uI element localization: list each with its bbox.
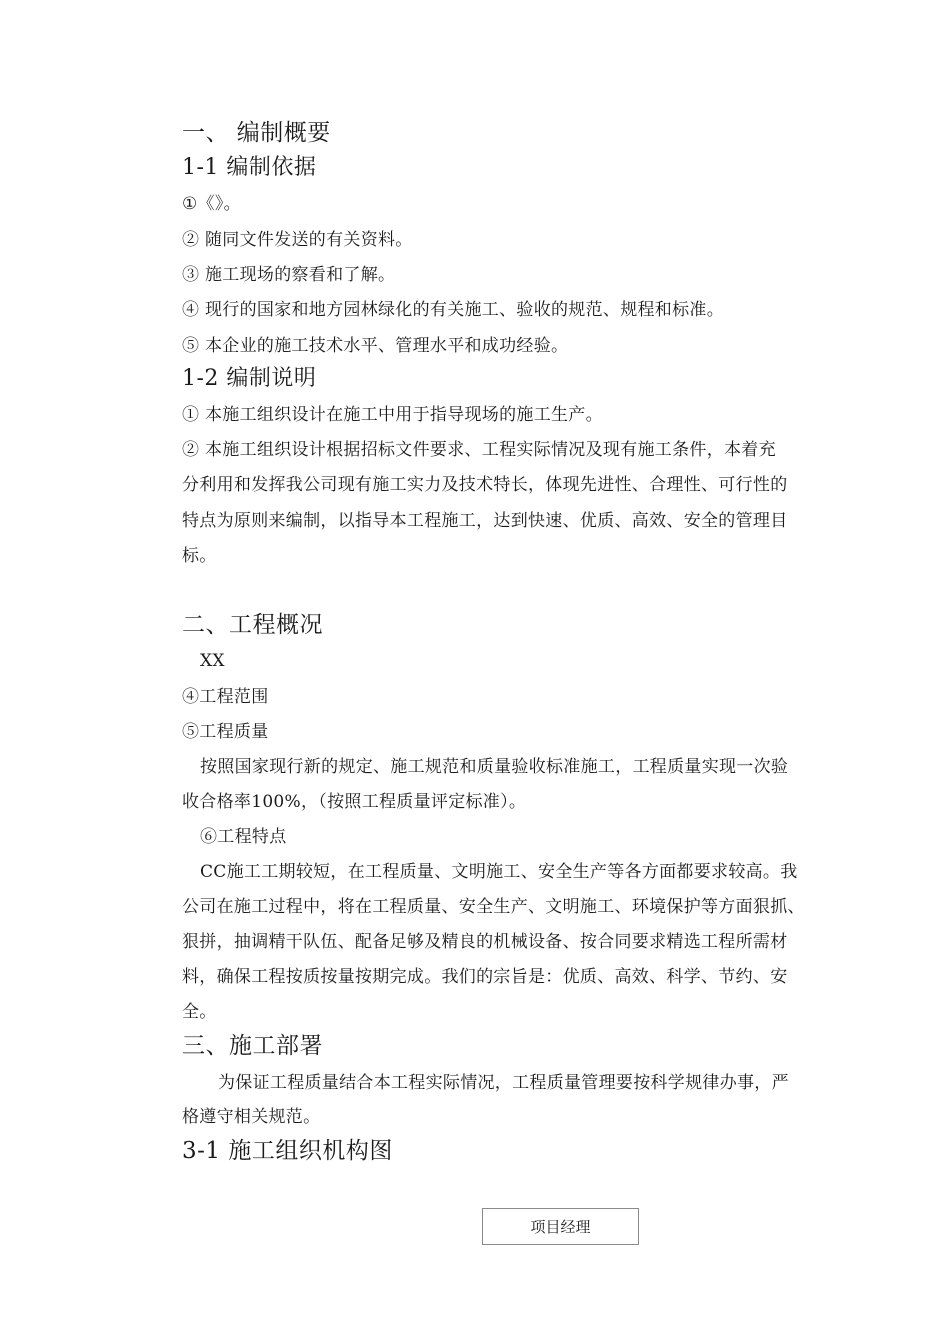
note-line-5: 标。 (182, 546, 217, 566)
quality-label: ⑤工程质量 (182, 722, 269, 742)
note-line-4: 特点为原则来编制，以指导本工程施工，达到快速、优质、高效、安全的管理目 (182, 511, 788, 531)
section-2-heading: 二、工程概况 (182, 612, 323, 638)
features-line-2: 公司在施工过程中，将在工程质量、安全生产、文明施工、环境保护等方面狠抓、 (182, 897, 805, 917)
subsection-3-1-heading: 3-1 施工组织机构图 (182, 1138, 393, 1164)
note-line-1: ① 本施工组织设计在施工中用于指导现场的施工生产。 (182, 405, 603, 425)
quality-line-1: 按照国家现行新的规定、施工规范和质量验收标准施工，工程质量实现一次验 (200, 757, 789, 777)
project-name: XX (200, 651, 225, 671)
deployment-line-2: 格遵守相关规范。 (182, 1107, 321, 1127)
basis-item-4: ④ 现行的国家和地方园林绿化的有关施工、验收的规范、规程和标准。 (182, 300, 725, 320)
section-3-heading: 三、施工部署 (182, 1033, 323, 1059)
org-chart-box-project-manager (482, 1208, 639, 1245)
note-line-3: 分利用和发挥我公司现有施工实力及技术特长，体现先进性、合理性、可行性的 (182, 475, 788, 495)
features-line-4: 料，确保工程按质按量按期完成。我们的宗旨是：优质、高效、科学、节约、安 (182, 967, 788, 987)
features-line-5: 全。 (182, 1002, 217, 1022)
subsection-1-1-heading: 1-1 编制依据 (182, 155, 317, 180)
scope-label: ④工程范围 (182, 687, 269, 707)
quality-line-2: 收合格率100%，（按照工程质量评定标准）。 (182, 792, 527, 812)
basis-item-1: ①《》。 (182, 194, 241, 214)
org-chart-box-label: 项目经理 (530, 1218, 591, 1236)
subsection-1-2-heading: 1-2 编制说明 (182, 366, 317, 391)
basis-item-5: ⑤ 本企业的施工技术水平、管理水平和成功经验。 (182, 336, 569, 356)
features-line-1: CC施工工期较短，在工程质量、文明施工、安全生产等各方面都要求较高。我 (200, 862, 798, 882)
section-1-heading: 一、 编制概要 (182, 120, 331, 146)
basis-item-3: ③ 施工现场的察看和了解。 (182, 265, 396, 285)
deployment-line-1: 为保证工程质量结合本工程实际情况，工程质量管理要按科学规律办事，严 (218, 1073, 789, 1093)
basis-item-2: ② 随同文件发送的有关资料。 (182, 230, 413, 250)
note-line-2: ② 本施工组织设计根据招标文件要求、工程实际情况及现有施工条件，本着充 (182, 440, 776, 460)
features-label: ⑥工程特点 (200, 827, 287, 847)
features-line-3: 狠拼，抽调精干队伍、配备足够及精良的机械设备、按合同要求精选工程所需材 (182, 932, 788, 952)
